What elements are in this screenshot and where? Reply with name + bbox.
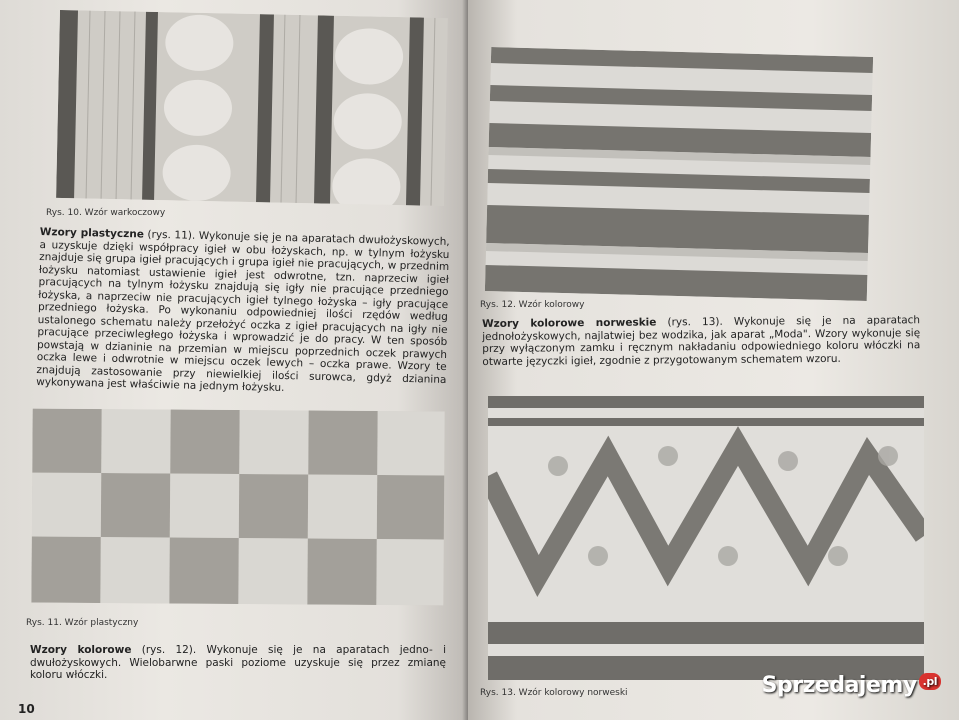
paragraph-norwegian-lead: Wzory kolorowe norweskie — [482, 316, 657, 330]
paragraph-color-patterns — [30, 644, 446, 682]
photo-striped-knit — [485, 47, 873, 301]
caption-fig13: Rys. 13. Wzór kolorowy norweski — [480, 688, 628, 698]
watermark-tld: .pl — [919, 673, 941, 690]
paragraph-color-text: (rys. 12). Wykonuje się je na aparatach jedno- i dwułożyskowych. Wielobarwne paski poziome uzyskuje się przez zmianę koloru włóczki. — [30, 644, 446, 681]
right-page — [468, 0, 959, 720]
photo-norwegian-knit — [488, 396, 924, 680]
watermark-brand: Sprzedajemy — [761, 673, 917, 698]
caption-fig10: Rys. 10. Wzór warkoczowy — [46, 208, 166, 218]
watermark-logo — [762, 673, 941, 698]
page-number: 10 — [18, 702, 35, 716]
paragraph-color-lead: Wzory kolorowe — [30, 644, 132, 656]
paragraph-norwegian-patterns — [482, 314, 920, 368]
left-page — [0, 0, 468, 720]
paragraph-plastic-patterns — [36, 226, 450, 398]
caption-fig11: Rys. 11. Wzór plastyczny — [26, 618, 139, 628]
caption-fig12: Rys. 12. Wzór kolorowy — [480, 300, 585, 310]
photo-basketweave-knit — [31, 409, 444, 606]
photo-cable-knit — [56, 10, 448, 206]
paragraph-norwegian-text: (rys. 13). Wykonuje się je na aparatach jednołożyskowych, najlatwiej bez wodzika, jak aparat „Moda". Wzory wykonuje się przy wyłączonym zamku i ręcznym nakładaniu odpowiedniego koloru włóczki na otwarte języczki igieł, zgodnie z przygotowanym schematem wzoru. — [482, 314, 921, 368]
paragraph-plastic-lead: Wzory plastyczne — [39, 226, 145, 241]
paragraph-plastic-text: (rys. 11). Wykonuje się je na aparatach dwułożyskowych, a uzyskuje dzięki współpracy igieł w obu łożyskach, np. w tylnym łożysku znajduje się grupa igieł pracujących i grupa igieł nie pracujących, w przednim łożysku natomiast ustawienie igieł jest odwrotne, tzn. naprzeciw igieł pracujących na tylnym łożysku znajdują się igły nie pracujące przedniego łożyska, a naprzeciw nie pracujących igieł tylnego łożyska – igły pracujące przedniego łożyska. Po wykonaniu odpowiedniej ilości rzędów według ustalonego schematu należy przełożyć oczka z igieł pracujących na igły nie pracujące przeciwległego łożyska i wprowadzić je do pracy. W ten sposób powstają w dzianinie na przemian w miejscu poprzednich oczek prawych oczka lewe i odwrotnie w miejscu oczek lewych – oczka prawe. Wzory te znajdują zastosowanie przy niewielkiej ilości surowca, gdyż dzianina wykonywana jest właściwie na jednym łożysku. — [36, 228, 450, 395]
